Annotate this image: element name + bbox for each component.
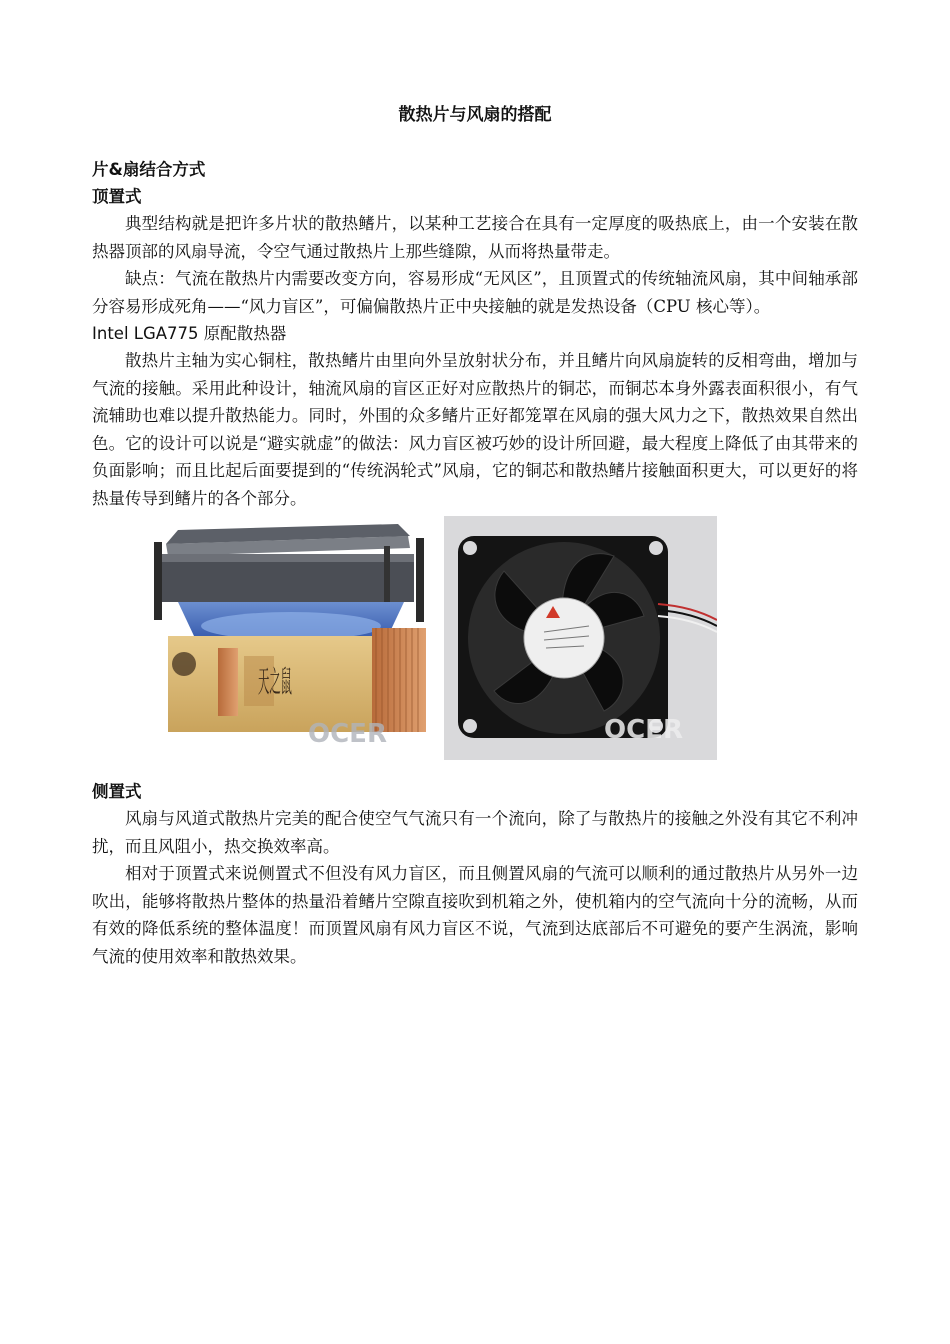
intel-model-text: Intel LGA775 bbox=[92, 324, 199, 343]
cooler-brand-text: 天之鼠 bbox=[258, 665, 292, 700]
fan-watermark: OCER bbox=[604, 715, 683, 745]
paragraph-intel-cooler: 散热片主轴为实心铜柱，散热鳍片由里向外呈放射状分布，并且鳍片向风扇旋转的反相弯曲，增加与气流的接触。采用此种设计，轴流风扇的盲区正好对应散热片的铜芯，而铜芯本身外露表面积很小，有气流辅助也难以提升散热能力。同时，外围的众多鳍片正好都笼罩在风扇的强大风力之下，散热效果自然出色。它的设计可以说是“避实就虚”的做法：风力盲区被巧妙的设计所回避，最大程度上降低了由其带来的负面影响；而且比起后面要提到的“传统涡轮式”风扇，它的铜芯和散热鳍片接触面积更大，可以更好的将热量传导到鳍片的各个部分。 bbox=[92, 351, 858, 508]
subheading-top-mounted: 顶置式 bbox=[92, 187, 142, 206]
paragraph-top-mounted-drawbacks: 缺点：气流在散热片内需要改变方向，容易形成“无风区”，且顶置式的传统轴流风扇，其中间轴承部分容易形成死角——“风力盲区”，可偏偏散热片正中央接触的就是发热设备（CPU 核心等）。 bbox=[92, 269, 858, 316]
paragraph-side-vs-top: 相对于顶置式来说侧置式不但没有风力盲区，而且侧置风扇的气流可以顺利的通过散热片从另外一边吹出，能够将散热片整体的热量沿着鳍片空隙直接吹到机箱之外，使机箱内的空气流向十分的流畅，从而有效的降低系统的整体温度！而顶置风扇有风力盲区不说，气流到达底部后不可避免的要产生涡流，影响气流的使用效率和散热效果。 bbox=[92, 864, 858, 966]
document-title: 散热片与风扇的搭配 bbox=[398, 105, 552, 125]
document-body bbox=[92, 156, 858, 970]
case-fan-photo bbox=[444, 516, 717, 760]
subheading-intel-cooler bbox=[92, 320, 858, 347]
intel-heading-suffix: 原配散热器 bbox=[198, 324, 287, 343]
cooler-watermark: OCER bbox=[308, 719, 387, 749]
image-row bbox=[92, 516, 858, 778]
paragraph-top-mounted-structure: 典型结构就是把许多片状的散热鳍片，以某种工艺接合在具有一定厚度的吸热底上，由一个安装在散热器顶部的风扇导流，令空气通过散热片上那些缝隙，从而将热量带走。 bbox=[92, 214, 858, 261]
cpu-cooler-photo bbox=[148, 516, 434, 760]
subheading-side-mounted: 侧置式 bbox=[92, 782, 142, 801]
paragraph-side-mounted-advantage: 风扇与风道式散热片完美的配合使空气气流只有一个流向，除了与散热片的接触之外没有其它不利冲扰，而且风阻小，热交换效率高。 bbox=[92, 809, 858, 856]
section-heading-combination: 片&扇结合方式 bbox=[92, 160, 206, 179]
